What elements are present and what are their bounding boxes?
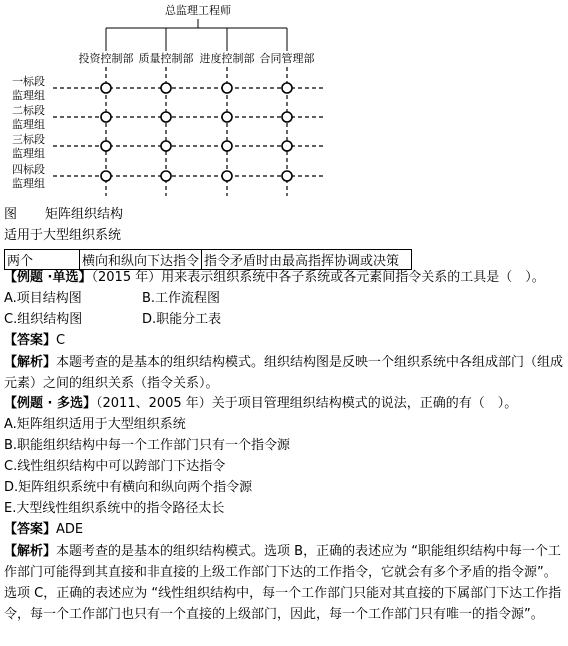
- intersection-node: [282, 141, 292, 151]
- q2-option-d: D.矩阵组织系统中有横向和纵向两个指令源: [4, 480, 253, 495]
- q1-option-a: A.项目结构图: [4, 291, 82, 306]
- table-cell: 横向和纵向下达指令: [80, 250, 202, 270]
- intersection-node: [101, 83, 111, 93]
- section-label: 监理组: [12, 177, 45, 190]
- q1-answer: 【答案】C: [4, 333, 66, 348]
- figure-caption: 图 矩阵组织结构: [4, 207, 124, 222]
- intersection-node: [161, 141, 171, 151]
- chief-supervisor-label: 总监理工程师: [165, 4, 231, 17]
- section-label: 三标段: [12, 133, 45, 146]
- section-label: 监理组: [12, 89, 45, 102]
- department-label: 投资控制部: [78, 52, 134, 65]
- q2-option-c: C.线性组织结构中可以跨部门下达指令: [4, 459, 226, 474]
- intersection-node: [222, 171, 232, 181]
- q1-option-c: C.组织结构图: [4, 312, 83, 327]
- intersection-node: [282, 83, 292, 93]
- intersection-node: [101, 141, 111, 151]
- suitable-line: 适用于大型组织系统: [4, 228, 122, 243]
- intersection-node: [101, 171, 111, 181]
- intersection-node: [222, 83, 232, 93]
- q2-analysis: 【解析】本题考查的是基本的组织结构模式。选项 B，正确的表述应为 “职能组织结构中每一个工作部门可能得到其直接和非直接的上级工作部门下达的工作指令，它就会有多个矛盾的指令源”。选项 C，正确的表述应为 “线性组织结构中，每一个工作部门只能对其直接的下属部门下达工作指令，每一个工作部门也只有一个直接的上级部门，因此，每一个工作部门只有唯一的指令源”。: [4, 544, 562, 622]
- section-label: 二标段: [12, 104, 45, 117]
- intersection-node: [161, 112, 171, 122]
- intersection-node: [282, 112, 292, 122]
- q2-option-b: B.职能组织结构中每一个工作部门只有一个指令源: [4, 438, 291, 453]
- q1-question: 【例题 ·单选】（2015 年）用来表示组织系统中各子系统或各元素间指令关系的工具是（ ）。: [4, 270, 545, 285]
- q2-option-a: A.矩阵组织适用于大型组织系统: [4, 417, 186, 432]
- intersection-node: [282, 171, 292, 181]
- department-label: 进度控制部: [199, 52, 255, 65]
- q1-option-d: D.职能分工表: [142, 312, 222, 327]
- intersection-node: [101, 112, 111, 122]
- intersection-node: [222, 112, 232, 122]
- section-label: 四标段: [12, 163, 45, 176]
- intersection-node: [222, 141, 232, 151]
- department-label: 质量控制部: [138, 52, 194, 65]
- matrix-feature-row: [4, 249, 412, 270]
- section-label: 一标段: [12, 75, 45, 88]
- q2-question: 【例题 · 多选】（2011、2005 年）关于项目管理组织结构模式的说法，正确的有（ ）。: [4, 396, 518, 411]
- section-label: 监理组: [12, 147, 45, 160]
- department-label: 合同管理部: [259, 52, 315, 65]
- intersection-node: [161, 83, 171, 93]
- matrix-organization-diagram: [0, 0, 568, 205]
- table-cell: 指令矛盾时由最高指挥协调或决策: [202, 250, 412, 270]
- table-cell: 两个: [5, 250, 80, 270]
- q1-option-b: B.工作流程图: [142, 291, 221, 306]
- section-label: 监理组: [12, 118, 45, 131]
- q2-option-e: E.大型线性组织系统中的指令路径太长: [4, 501, 225, 516]
- intersection-node: [161, 171, 171, 181]
- q1-analysis: 【解析】本题考查的是基本的组织结构模式。组织结构图是反映一个组织系统中各组成部门（组成元素）之间的组织关系（指令关系）。: [4, 355, 564, 391]
- q2-answer: 【答案】ADE: [4, 522, 84, 537]
